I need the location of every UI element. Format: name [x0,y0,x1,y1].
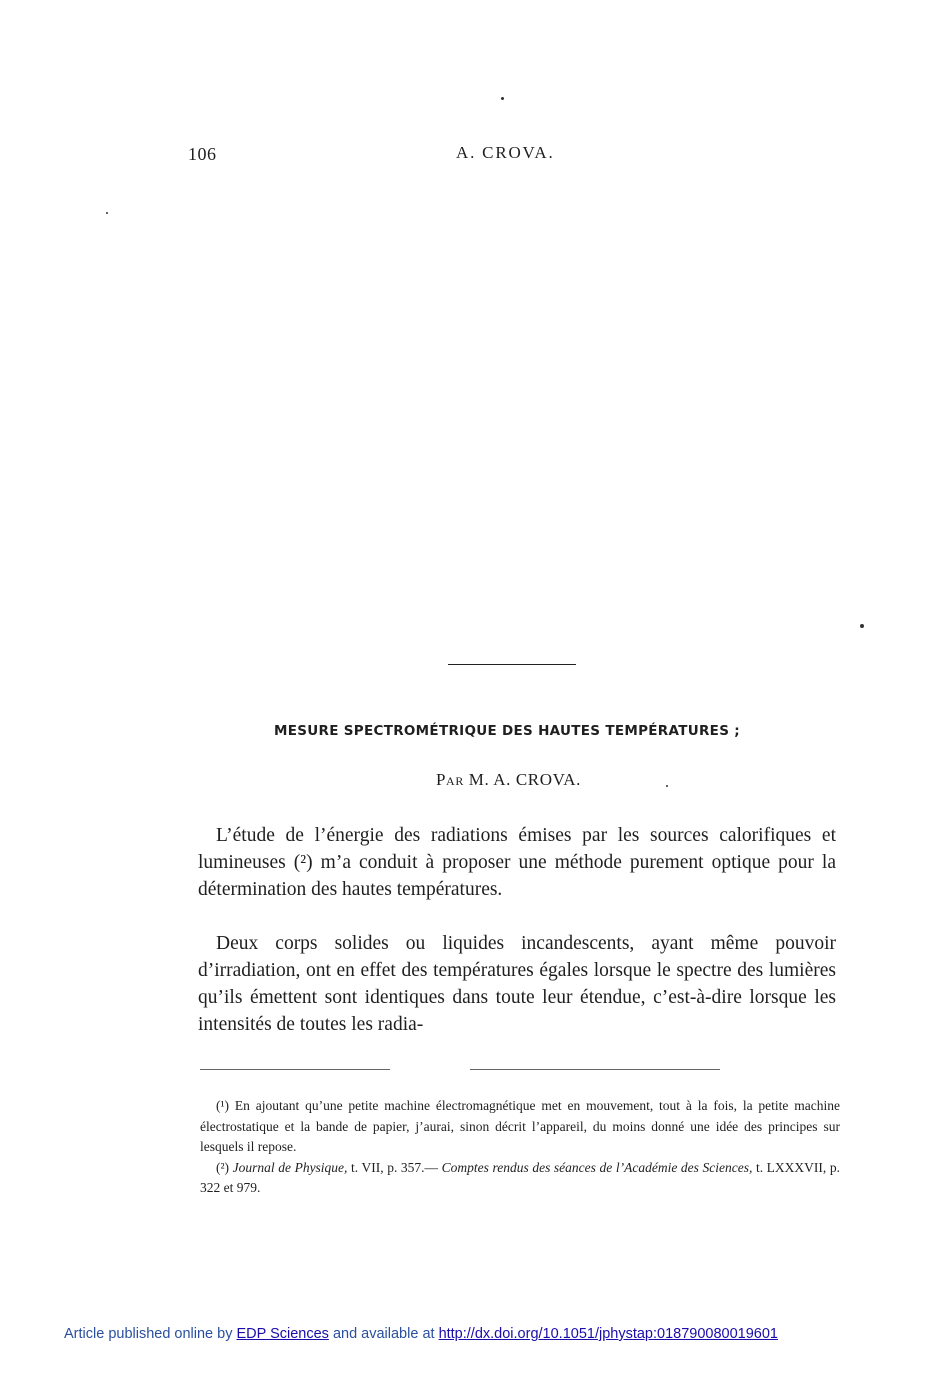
publisher-link[interactable]: EDP Sciences [236,1326,329,1342]
byline [436,770,581,790]
footnote-2-comptes: Comptes rendus des séances de l’Académie des Sciences, [441,1159,753,1175]
body-paragraph-2: Deux corps solides ou liquides incandescents, ayant même pouvoir d’irradiation, ont en effet des températures égales lorsque le spectre des lumières qu’ils émettent sont identiques dans toute leur étendue, c’est-à-dire lorsque les intensités de toutes les radia- [198,933,836,1035]
scan-speck [501,97,504,100]
credit-middle: and available at [332,1326,435,1342]
footnote-2 [200,1158,840,1199]
footnote-rule [200,1069,390,1070]
byline-author: M. A. CROVA. [468,770,582,789]
scan-speck [666,785,668,787]
footnote-2-journal: Journal de Physique, [232,1159,348,1175]
separator-rule [448,664,576,665]
article-title: MESURE SPECTROMÉTRIQUE DES HAUTES TEMPÉRATURES ; [274,723,740,739]
scan-speck [106,212,108,214]
footnote-2-ref2: t. LXXXVII, p. 322 et 979. [200,1159,840,1195]
credit-prefix: Article published online by [64,1326,233,1342]
footnote-1: (¹) En ajoutant qu’une petite machine électromagnétique met en mouvement, tout à la fois, la petite machine électrostatique et la bande de papier, j’aurai, sinon décrit l’appareil, du moins donné une idée des principes sur lesquels il repose. [200,1098,840,1154]
credit-line [64,1326,778,1342]
byline-prefix: Par [436,770,464,789]
scan-speck [860,624,864,628]
doi-link[interactable]: http://dx.doi.org/10.1051/jphystap:018790080019601 [438,1326,778,1342]
footnote-2-mark: (²) [216,1159,230,1175]
page-number: 106 [188,144,217,164]
footnote-2-ref1: t. VII, p. 357.— [351,1159,439,1175]
footnotes [200,1096,840,1199]
footnote-rule [470,1069,720,1070]
running-head: A. CROVA. [456,143,555,162]
body-paragraph-1: L’étude de l’énergie des radiations émises par les sources calorifiques et lumineuses (²) m’a conduit à proposer une méthode purement optique pour la détermination des hautes températures. [198,825,836,900]
